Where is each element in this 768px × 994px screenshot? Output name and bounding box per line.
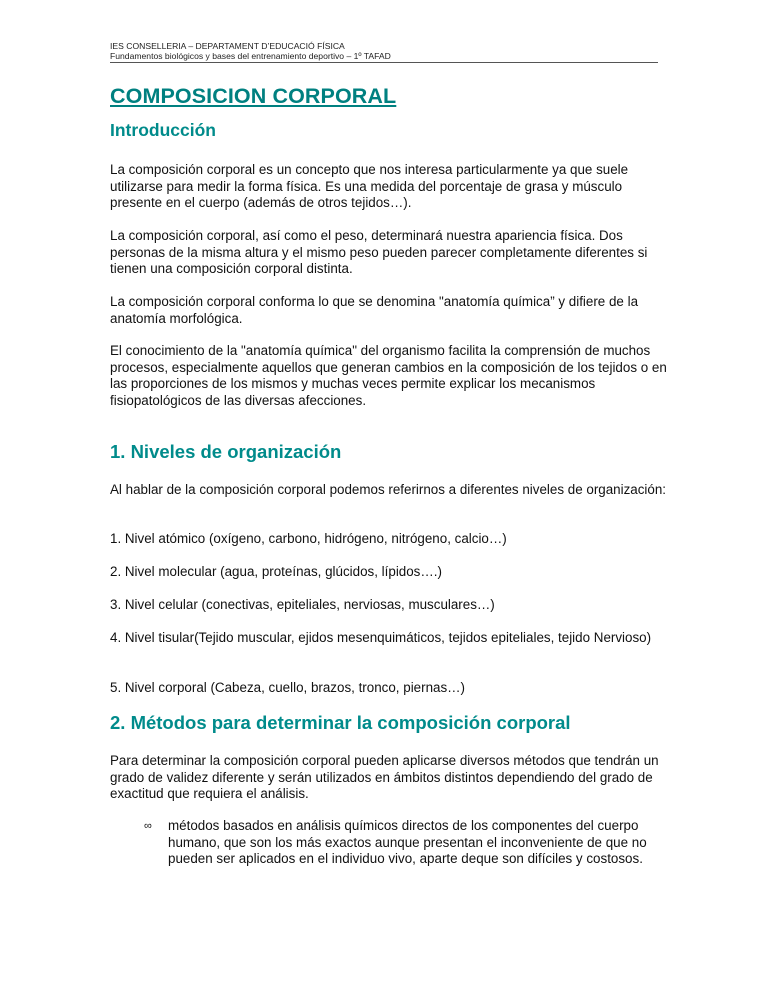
section2-heading: 2. Métodos para determinar la composición corporal: [110, 712, 571, 733]
document-title: COMPOSICION CORPORAL: [110, 84, 397, 108]
intro-paragraph-2: La composición corporal, así como el peso, determinará nuestra apariencia física. Dos personas de la misma altura y el mismo peso pueden parecer completamente diferentes si tienen una composición corporal distinta.: [110, 228, 648, 276]
infinity-bullet-icon: ∞: [144, 820, 152, 832]
intro-paragraph-4: El conocimiento de la "anatomía química" del organismo facilita la comprensión de muchos procesos, especialmente aquellos que generan cambios en la composición de los tejidos o en las proporciones de los mismos y muchas veces permite explicar los mecanismos fisiopatológicos de las diversas afecciones.: [110, 343, 667, 408]
section2-intro: Para determinar la composición corporal pueden aplicarse diversos métodos que tendrán un grado de validez diferente y serán utilizados en ámbitos distintos dependiendo del grado de exactitud que requiera el análisis.: [110, 753, 659, 801]
method-bullet-text: métodos basados en análisis químicos directos de los componentes del cuerpo humano, que son los más exactos aunque presentan el inconveniente de que no pueden ser aplicados en el individuo vivo, aparte deque son difíciles y costosos.: [168, 818, 647, 866]
header-institution: IES CONSELLERIA – DEPARTAMENT D’EDUCACIÓ FÍSICA: [110, 41, 345, 51]
intro-heading: Introducción: [110, 120, 216, 140]
level-item-3: 3. Nivel celular (conectivas, epiteliales, nerviosas, musculares…): [110, 597, 495, 612]
level-item-2: 2. Nivel molecular (agua, proteínas, glúcidos, lípidos….): [110, 564, 442, 579]
intro-paragraph-3: La composición corporal conforma lo que se denomina "anatomía química” y difiere de la anatomía morfológica.: [110, 294, 639, 326]
section1-intro: Al hablar de la composición corporal podemos referirnos a diferentes niveles de organización:: [110, 482, 667, 497]
intro-paragraph-1: La composición corporal es un concepto que nos interesa particularmente ya que suele utilizarse para medir la forma física. Es una medida del porcentaje de grasa y músculo presente en el cuerpo (además de otros tejidos…).: [110, 162, 629, 210]
level-item-4: 4. Nivel tisular(Tejido muscular, ejidos mesenquimáticos, tejidos epiteliales, tejido Nervioso): [110, 630, 652, 645]
method-bullet-item: [110, 818, 670, 868]
level-item-1: 1. Nivel atómico (oxígeno, carbono, hidrógeno, nitrógeno, calcio…): [110, 531, 507, 546]
header-course: Fundamentos biológicos y bases del entrenamiento deportivo – 1º TAFAD: [110, 51, 391, 61]
section1-heading: 1. Niveles de organización: [110, 441, 342, 462]
level-item-5: 5. Nivel corporal (Cabeza, cuello, brazos, tronco, piernas…): [110, 680, 466, 695]
running-header: [110, 41, 658, 63]
